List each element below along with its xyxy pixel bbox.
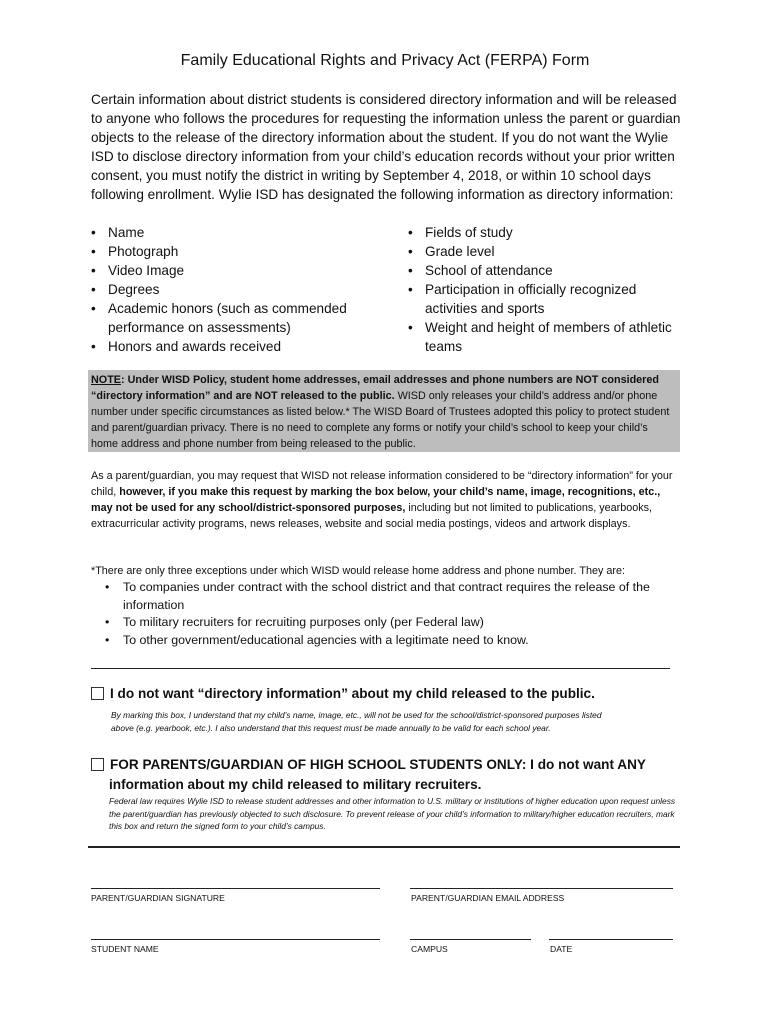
date-label: DATE bbox=[550, 944, 573, 954]
exceptions-list bbox=[105, 579, 680, 649]
list-item: • Degrees bbox=[91, 280, 381, 299]
list-item: • Fields of study bbox=[408, 223, 678, 242]
note-text: WISD only releases your child’s address and/or phone number under specific circumstances as listed below.* The WISD Board of Trustees adopted this policy to protect student and parent/guardian privacy. There is no need to complete any forms or notify your child’s school to keep your child’s home address and phone number from being released to the public. bbox=[91, 390, 670, 450]
policy-note bbox=[88, 370, 680, 452]
directory-list-left bbox=[91, 223, 381, 356]
request-paragraph bbox=[91, 468, 679, 532]
list-item: • Grade level bbox=[408, 242, 678, 261]
list-item: • Name bbox=[91, 223, 381, 242]
request-text-1: As a parent/guardian, you may request that WISD not release information considered to be “directory information” for your child, bbox=[91, 470, 673, 498]
directory-optout-checkbox[interactable] bbox=[91, 687, 104, 700]
note-label: NOTE bbox=[91, 374, 121, 386]
signature-label: PARENT/GUARDIAN SIGNATURE bbox=[91, 893, 225, 903]
option-directory-row[interactable] bbox=[91, 686, 681, 701]
option-military-row[interactable] bbox=[91, 757, 681, 772]
list-item: • Photograph bbox=[91, 242, 381, 261]
date-line[interactable] bbox=[549, 939, 673, 940]
list-item: • To companies under contract with the school district and that contract requires the release of the information bbox=[105, 579, 680, 614]
option-military-row-2 bbox=[109, 777, 679, 792]
list-item: • To military recruiters for recruiting purposes only (per Federal law) bbox=[105, 614, 680, 632]
list-item: • Video Image bbox=[91, 261, 381, 280]
option-military-fine-print: Federal law requires Wylie ISD to release student addresses and other information to U.S. military or institutions of higher education upon request unless the parent/guardian has previously objected to such disclosure. To prevent release of your child’s information to military/higher education recruiters, mark this box and return the signed form to your child’s campus. bbox=[109, 796, 676, 831]
note-bold-text: : Under WISD Policy, student home addresses, email addresses and phone numbers are NOT considered “directory information” and are NOT released to the public. bbox=[91, 374, 659, 402]
request-bold: however, if you make this request by marking the box below, your child’s name, image, recognitions, etc., may not be used for any school/district-sponsored purposes, bbox=[91, 486, 661, 514]
list-item: • Participation in officially recognized activities and sports bbox=[408, 280, 678, 318]
option-military-label-1: FOR PARENTS/GUARDIAN OF HIGH SCHOOL STUDENTS ONLY: I do not want ANY bbox=[110, 757, 646, 772]
list-item: • Academic honors (such as commended performance on assessments) bbox=[91, 299, 381, 337]
request-text-2: including but not limited to publications, yearbooks, extracurricular activity programs, news releases, website and social media postings, videos and artwork displays. bbox=[91, 502, 653, 530]
military-optout-checkbox[interactable] bbox=[91, 758, 104, 771]
option-military-label-2: information about my child released to military recruiters. bbox=[109, 777, 482, 792]
list-item: • Weight and height of members of athletic teams bbox=[408, 318, 678, 356]
section-divider bbox=[91, 668, 670, 669]
email-label: PARENT/GUARDIAN EMAIL ADDRESS bbox=[411, 893, 565, 903]
directory-list-right bbox=[408, 223, 678, 356]
exceptions-intro: *There are only three exceptions under which WISD would release home address and phone number. They are: bbox=[91, 565, 625, 577]
option-directory-label: I do not want “directory information” about my child released to the public. bbox=[110, 686, 595, 701]
email-line[interactable] bbox=[410, 888, 673, 889]
list-item: • To other government/educational agencies with a legitimate need to know. bbox=[105, 632, 680, 650]
intro-paragraph: Certain information about district students is considered directory information and will be released to anyone who follows the procedures for requesting the information unless the parent or guardian objects to the release of the directory information about the student. If you do not want the Wylie ISD to disclose directory information from your child’s education records without your prior written consent, you must notify the district in writing by September 4, 2018, or within 10 school days following enrollment. Wylie ISD has designated the following information as directory information: bbox=[91, 92, 681, 202]
section-divider-bottom bbox=[88, 846, 680, 848]
student-name-line[interactable] bbox=[91, 939, 380, 940]
campus-label: CAMPUS bbox=[411, 944, 448, 954]
student-name-label: STUDENT NAME bbox=[91, 944, 159, 954]
campus-line[interactable] bbox=[410, 939, 531, 940]
list-item: • School of attendance bbox=[408, 261, 678, 280]
list-item: • Honors and awards received bbox=[91, 337, 381, 356]
page-title: Family Educational Rights and Privacy Act (FERPA) Form bbox=[180, 52, 590, 69]
signature-line[interactable] bbox=[91, 888, 380, 889]
option-directory-fine-print: By marking this box, I understand that my child’s name, image, etc., will not be used for the school/district-sponsored purposes listed above (e.g. yearbook, etc.). I also understand that this request must be made annually to be valid for each school year. bbox=[111, 710, 602, 733]
